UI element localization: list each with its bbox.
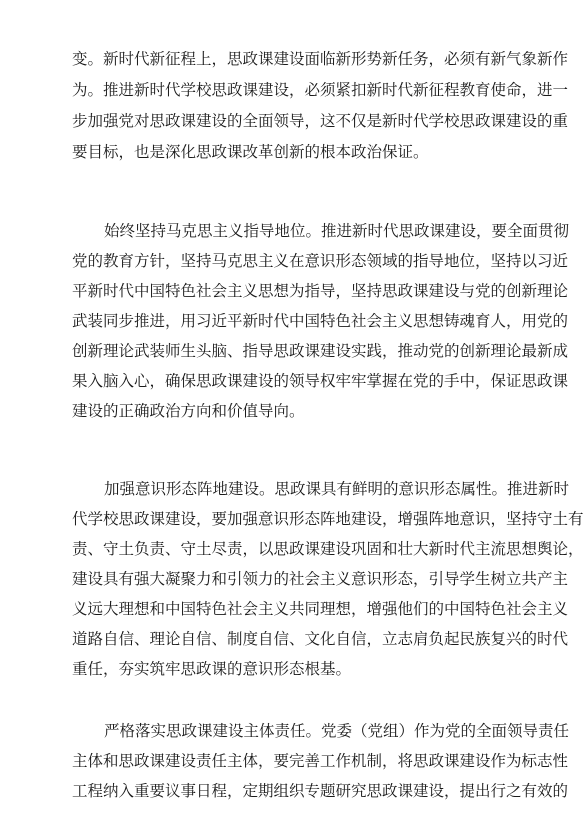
text-line: 建设的正确政治方向和价值导向。 xyxy=(72,402,305,420)
text-line: 主体和思政课建设责任主体，要完善工作机制，将思政课建设作为标志性 xyxy=(72,752,569,770)
text-line: 要目标，也是深化思政课改革创新的根本政治保证。 xyxy=(72,143,429,161)
text-line: 变。新时代新征程上，思政课建设面临新形势新任务，必须有新气象新作 xyxy=(72,50,569,68)
text-line: 责、守土负责、守土尽责，以思政课建设巩固和壮大新时代主流思想舆论， xyxy=(72,540,584,558)
paragraph-first-line: 始终坚持马克思主义指导地位。推进新时代思政课建设，要全面贯彻 xyxy=(104,222,570,240)
text-line: 建设具有强大凝聚力和引领力的社会主义意识形态，引导学生树立共产主 xyxy=(72,570,569,588)
text-line: 创新理论武装师生头脑、指导思政课建设实践，推动党的创新理论最新成 xyxy=(72,342,569,360)
text-line: 党的教育方针，坚持马克思主义在意识形态领域的指导地位，坚持以习近 xyxy=(72,252,569,270)
paragraph-first-line: 加强意识形态阵地建设。思政课具有鲜明的意识形态属性。推进新时 xyxy=(104,480,570,498)
text-line: 道路自信、理论自信、制度自信、文化自信，立志肩负起民族复兴的时代 xyxy=(72,630,569,648)
text-line: 工程纳入重要议事日程，定期组织专题研究思政课建设，提出行之有效的 xyxy=(72,782,569,800)
text-line: 平新时代中国特色社会主义思想为指导，坚持思政课建设与党的创新理论 xyxy=(72,282,569,300)
text-line: 重任，夯实筑牢思政课的意识形态根基。 xyxy=(72,660,352,678)
text-line: 步加强党对思政课建设的全面领导，这不仅是新时代学校思政课建设的重 xyxy=(72,112,569,130)
paragraph-first-line: 严格落实思政课建设主体责任。党委（党组）作为党的全面领导责任 xyxy=(104,722,570,740)
text-line: 代学校思政课建设，要加强意识形态阵地建设，增强阵地意识，坚持守土有 xyxy=(72,510,584,528)
text-line: 为。推进新时代学校思政课建设，必须紧扣新时代新征程教育使命，进一 xyxy=(72,81,569,99)
text-line: 义远大理想和中国特色社会主义共同理想，增强他们的中国特色社会主义 xyxy=(72,600,569,618)
text-line: 武装同步推进，用习近平新时代中国特色社会主义思想铸魂育人，用党的 xyxy=(72,312,569,330)
text-line: 果入脑入心，确保思政课建设的领导权牢牢掌握在党的手中，保证思政课 xyxy=(72,372,569,390)
